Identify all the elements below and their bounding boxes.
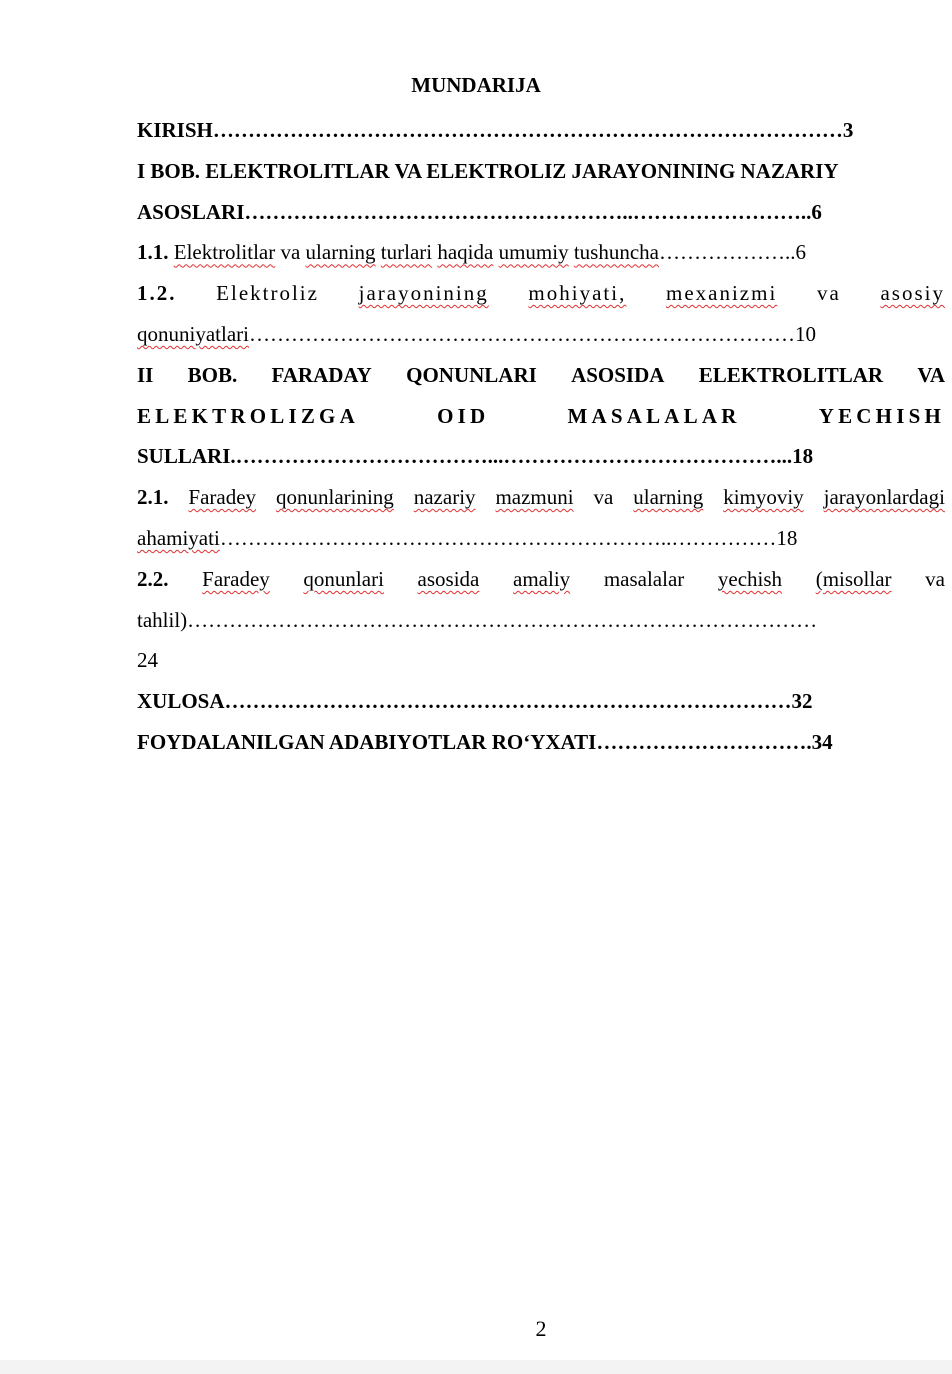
toc-word: qonuniyatlari [137,321,249,346]
toc-entry-section-1-1 [137,232,945,273]
toc-heading: MUNDARIJA [411,73,541,97]
toc-word: ASOSIDA [571,362,665,387]
toc-word: tushuncha [573,240,659,265]
toc-word: haqida [437,240,494,265]
toc-word: va [280,240,301,265]
toc-word: jarayonining [358,281,489,306]
section-number: 2.2. [137,566,169,591]
toc-entry-chapter2-line2 [137,396,945,437]
toc-word: asosida [417,566,480,591]
toc-word: OID [437,403,490,428]
toc-entry-section-2-2-page: 24 [137,648,158,673]
toc-entry-section-1-2-line1 [137,273,945,314]
toc-word: ularning [633,485,704,510]
toc-entry-section-2-1-line1 [137,477,945,518]
toc-word: qonunlarining [275,485,394,510]
toc-word: nazariy [413,485,476,510]
toc-word: (misollar [815,566,892,591]
toc-entry-section-2-2-line1 [137,559,945,600]
toc-entry-section-2-1-line2 [137,518,945,559]
section-number: 1.1. [137,240,169,265]
toc-word: turlari [380,240,433,265]
toc-word: yechish [717,566,783,591]
toc-word: Faradey [202,566,270,591]
toc-entry-chapter1-line1: I BOB. ELEKTROLITLAR VA ELEKTROLIZ JARAYONINING NAZARIY [137,158,839,183]
toc-entry-xulosa: XULOSA………………………………………………………………………32 [137,689,813,714]
toc-entry-kirish: KIRISH………………………………………………………………………………3 [137,118,854,142]
toc-entry-chapter1-line2: ASOSLARI………………………………………………..……………………..6 [137,199,822,224]
toc-leader-page: ………………………………………………………..……………18 [219,525,798,550]
toc-word: asosiy [880,281,945,306]
toc-word: YECHISH [818,403,945,428]
toc-word: VA [917,362,945,387]
table-of-contents [137,110,945,763]
toc-entry-section-1-2-line2 [137,314,945,355]
page-number: 2 [535,1316,547,1341]
toc-word: va [816,281,841,306]
toc-word: MASALALAR [567,403,741,428]
toc-word: ahamiyati [137,525,220,550]
toc-word: mazmuni [495,485,574,510]
toc-word: FARADAY [271,362,372,387]
toc-word: ularning [305,240,376,265]
toc-word: Elektrolitlar [173,240,276,265]
section-number: 2.1. [137,485,169,510]
toc-word: va [593,485,614,510]
toc-word: va [925,566,945,591]
toc-word: umumiy [498,240,569,265]
toc-entry-section-2-2-line2: tahlil)……………………………………………………………………………… [137,607,818,632]
toc-word: mexanizmi [666,281,778,306]
toc-word: qonunlari [303,566,384,591]
toc-word: Elektroliz [216,281,319,306]
toc-word: kimyoviy [723,485,804,510]
toc-word: amaliy [513,566,571,591]
toc-leader-page: ……………………………………………………………………10 [248,321,816,346]
toc-word: Faradey [188,485,257,510]
toc-word: masalalar [603,566,685,591]
toc-word: BOB. [187,362,238,387]
toc-word: mohiyati, [528,281,627,306]
toc-word: ELEKTROLITLAR [698,362,884,387]
toc-word: ELEKTROLIZGA [137,403,359,428]
toc-word: jarayonlardagi [823,485,945,510]
toc-entry-adabiyotlar: FOYDALANILGAN ADABIYOTLAR RO‘YXATI………………………….34 [137,729,833,754]
toc-word: II [137,362,154,387]
toc-entry-chapter2-line3: SULLARI.………………………………...…………………………………...18 [137,444,814,469]
page-bottom-edge [0,1360,952,1374]
toc-word: QONUNLARI [406,362,537,387]
section-number: 1.2. [137,281,177,306]
toc-leader-page: ………………..6 [659,240,806,265]
toc-entry-chapter2-line1 [137,355,945,396]
